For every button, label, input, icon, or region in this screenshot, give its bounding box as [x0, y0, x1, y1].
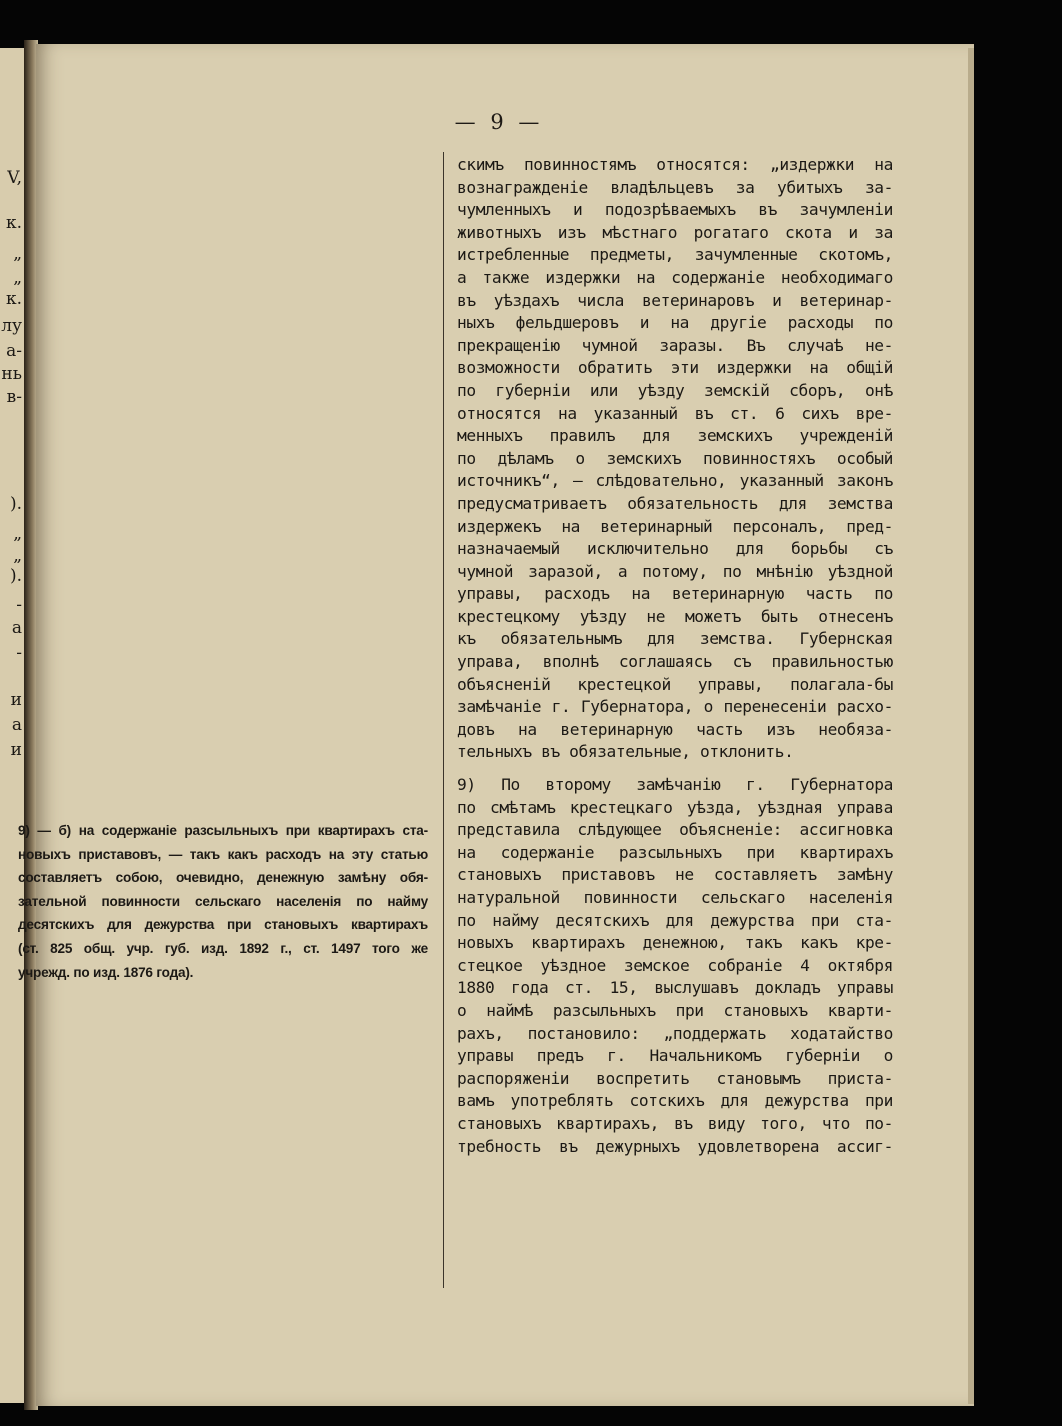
prev-page-fragment: - [16, 597, 22, 614]
text-line: а также издержки на содержаніе необходимаго [457, 267, 893, 287]
paragraph-gap [457, 764, 893, 774]
prev-page-fragment: „ [13, 270, 22, 287]
text-line: 1880 года ст. 15, выслушавъ докладъ управы [457, 978, 893, 998]
prev-page-fragment: а [11, 620, 22, 637]
text-line: возможности обратить эти издержки на общій [457, 358, 893, 378]
text-line: скимъ повинностямъ относятся: „издержки на [457, 155, 893, 174]
text-line: тельныхъ въ обязательные, отклонить. [457, 742, 794, 762]
text-line: предусматриваетъ обязательность для земства [457, 493, 893, 513]
text-line: на содержаніе разсыльныхъ при квартирахъ [457, 842, 893, 862]
text-line: по дѣламъ о земскихъ повинностяхъ особый [457, 448, 893, 468]
text-line: замѣчаніе г. Губернатора, о перенесеніи расхо- [457, 697, 893, 717]
text-line: новыхъ квартирахъ денежною, такъ какъ кре- [457, 933, 893, 953]
right-column-text [457, 154, 893, 1158]
text-line: чумной заразой, а потому, по мнѣнію уѣздной [457, 561, 893, 581]
text-line: представила слѣдующее объясненіе: ассигновка [457, 820, 893, 840]
text-line: по найму десятскихъ для дежурства при ста- [457, 910, 893, 930]
prev-page-fragment: - [16, 645, 22, 662]
previous-page-edge [0, 48, 26, 1403]
text-line: стецкое уѣздное земское собраніе 4 октября [457, 955, 893, 975]
prev-page-fragment: ). [9, 568, 22, 585]
prev-page-fragment: „ [13, 246, 22, 263]
text-line: вамъ употреблять сотскихъ для дежурства при [457, 1091, 893, 1111]
prev-page-fragment: к. [5, 291, 22, 308]
text-line: по губерніи или уѣзду земскій сборъ, онѣ [457, 380, 893, 400]
text-line: становыхъ приставовъ не составляетъ замѣну [457, 865, 893, 885]
left-column-note [18, 819, 428, 984]
text-line: источникъ“, — слѣдовательно, указанный законъ [457, 471, 893, 491]
note-line: учрежд. по изд. 1876 года). [18, 964, 194, 980]
text-line: истребленные предметы, зачумленные скотомъ, [457, 245, 893, 265]
prev-page-fragment: в- [6, 389, 22, 406]
prev-page-fragment: ). [9, 496, 22, 513]
text-line: чумленныхъ и подозрѣваемыхъ въ зачумленіи [457, 200, 893, 220]
note-line: десятскихъ для дежурства при становыхъ квартирахъ [18, 917, 428, 933]
prev-page-fragment: „ [13, 526, 22, 543]
text-line: крестецкому уѣзду не можетъ быть отнесенъ [457, 606, 893, 626]
text-line: управы, расходъ на ветеринарную часть по [457, 584, 893, 604]
text-line: менныхъ правилъ для земскихъ учрежденій [457, 426, 893, 446]
prev-page-fragment: „ [13, 548, 22, 565]
text-line: прекращенію чумной заразы. Въ случаѣ не- [457, 335, 893, 355]
text-line: въ уѣздахъ числа ветеринаровъ и ветеринар- [457, 290, 893, 310]
text-line: управа, вполнѣ соглашаясь съ правильностью [457, 652, 893, 672]
text-line: ныхъ фельдшеровъ и на другіе расходы по [457, 313, 893, 333]
text-line: къ обязательнымъ для земства. Губернская [457, 629, 893, 649]
note-line: (ст. 825 общ. учр. губ. изд. 1892 г., ст. 1497 того же [18, 940, 428, 956]
prev-page-fragment: нь [1, 366, 22, 383]
text-line: объясненій крестецкой управы, полагала-бы [457, 674, 893, 694]
page-number: — 9 — [454, 110, 544, 134]
text-line: относятся на указанный въ ст. 6 сихъ вре- [457, 403, 893, 423]
prev-page-fragment: лу [1, 318, 22, 335]
prev-page-fragment: а [11, 717, 22, 734]
page-edge [968, 48, 974, 1404]
text-line: вознагражденіе владѣльцевъ за убитыхъ за- [457, 177, 893, 197]
note-line: зательной повинности сельскаго населенія по найму [18, 893, 428, 909]
prev-page-fragment: а- [6, 343, 22, 360]
page-sheet [18, 44, 974, 1406]
prev-page-fragment: к. [5, 215, 22, 232]
text-line: о наймѣ разсыльныхъ при становыхъ кварти- [457, 1000, 893, 1020]
note-line: 9) — б) на содержаніе разсыльныхъ при квартирахъ ста- [18, 823, 428, 838]
text-line: становыхъ квартирахъ, въ виду того, что по- [457, 1113, 893, 1133]
text-line: по смѣтамъ крестецкаго уѣзда, уѣздная управа [457, 797, 893, 817]
column-divider [443, 152, 444, 1288]
text-line: 9) По второму замѣчанію г. Губернатора [457, 775, 893, 795]
text-line: назначаемый исключительно для борьбы съ [457, 539, 893, 559]
prev-page-fragment: V, [7, 170, 22, 187]
text-line: требность въ дежурныхъ удовлетворена ассиг- [457, 1136, 893, 1156]
text-line: управы предъ г. Начальникомъ губерніи о [457, 1046, 893, 1066]
text-line: издержекъ на ветеринарный персоналъ, пред- [457, 516, 893, 536]
prev-page-fragment: и [10, 692, 22, 709]
text-line: животныхъ изъ мѣстнаго рогатаго скота и за [457, 222, 893, 242]
text-line: рахъ, постановило: „поддержать ходатайство [457, 1023, 893, 1043]
prev-page-fragment: и [10, 742, 22, 759]
text-line: довъ на ветеринарную часть изъ необяза- [457, 719, 893, 739]
note-line: составляетъ собою, очевидно, денежную замѣну обя- [18, 870, 428, 886]
note-line: новыхъ приставовъ, — такъ какъ расходъ на эту статью [18, 846, 428, 862]
text-line: распоряженіи воспретить становымъ приста- [457, 1068, 893, 1088]
text-line: натуральной повинности сельскаго населенія [457, 888, 893, 907]
